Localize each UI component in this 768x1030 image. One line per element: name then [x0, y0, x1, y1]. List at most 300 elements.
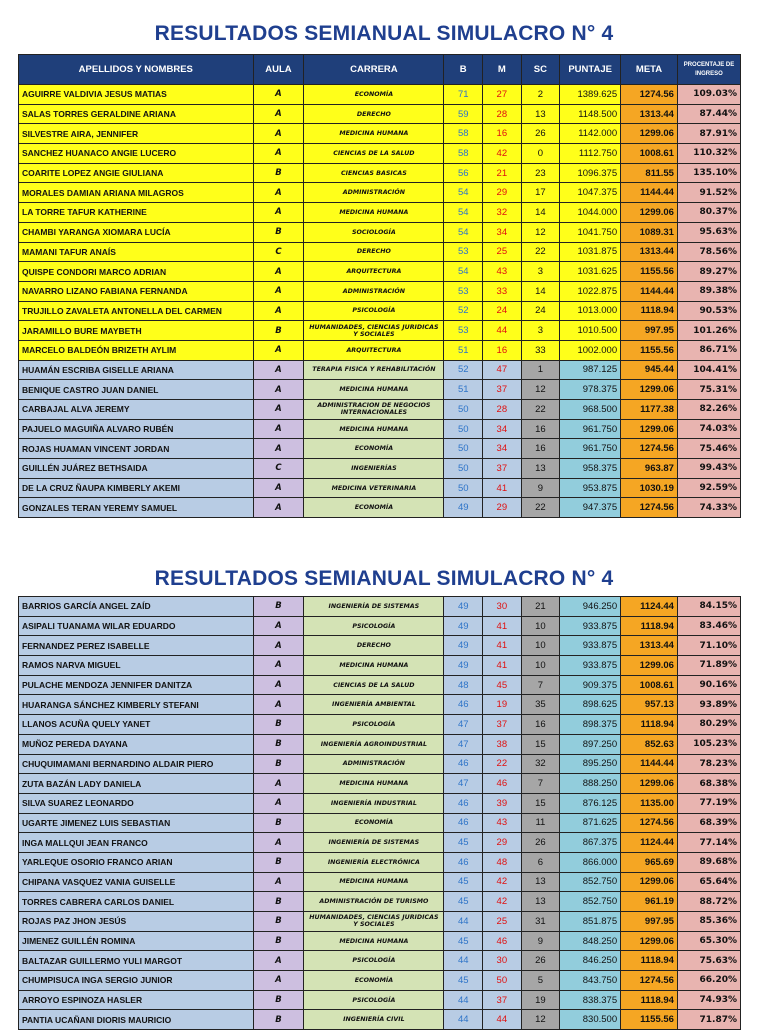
m-cell: 19	[483, 695, 522, 715]
student-name: SALAS TORRES GERALDINE ARIANA	[19, 104, 254, 124]
pct-cell: 68.39%	[677, 813, 740, 833]
sc-cell: 9	[521, 478, 560, 498]
student-name: MUÑOZ PEREDA DAYANA	[19, 734, 254, 754]
pct-cell: 65.64%	[677, 872, 740, 892]
meta-cell: 945.44	[621, 360, 678, 380]
carrera-cell: CIENCIAS DE LA SALUD	[304, 675, 444, 695]
carrera-cell: ECONOMÍA	[304, 971, 444, 991]
table-row	[19, 892, 741, 912]
student-name: PULACHE MENDOZA JENNIFER DANITZA	[19, 675, 254, 695]
pct-cell: 90.53%	[677, 301, 740, 321]
aula-cell: B	[253, 931, 304, 951]
b-cell: 46	[444, 695, 483, 715]
pct-cell: 90.16%	[677, 675, 740, 695]
aula-cell: B	[253, 1010, 304, 1030]
meta-cell: 997.95	[621, 912, 678, 932]
b-cell: 47	[444, 774, 483, 794]
student-name: ROJAS PAZ JHON JESÚS	[19, 912, 254, 932]
puntaje-cell: 838.375	[560, 990, 621, 1010]
b-cell: 45	[444, 833, 483, 853]
pct-cell: 74.93%	[677, 990, 740, 1010]
aula-cell: B	[253, 813, 304, 833]
header-pct: PROCENTAJE DE INGRESO	[677, 55, 740, 85]
b-cell: 44	[444, 990, 483, 1010]
meta-cell: 1299.06	[621, 124, 678, 144]
table-row	[19, 104, 741, 124]
pct-cell: 77.14%	[677, 833, 740, 853]
student-name: ROJAS HUAMAN VINCENT JORDAN	[19, 439, 254, 459]
meta-cell: 1155.56	[621, 340, 678, 360]
pct-cell: 109.03%	[677, 85, 740, 105]
student-name: MARCELO BALDEÓN BRIZETH AYLIM	[19, 340, 254, 360]
b-cell: 45	[444, 931, 483, 951]
aula-cell: A	[253, 656, 304, 676]
meta-cell: 965.69	[621, 852, 678, 872]
m-cell: 41	[483, 478, 522, 498]
puntaje-cell: 1022.875	[560, 281, 621, 301]
carrera-cell: HUMANIDADES, CIENCIAS JURIDICAS Y SOCIALES	[304, 912, 444, 932]
m-cell: 29	[483, 183, 522, 203]
m-cell: 21	[483, 163, 522, 183]
table-row	[19, 478, 741, 498]
sc-cell: 10	[521, 616, 560, 636]
aula-cell: A	[253, 124, 304, 144]
sc-cell: 7	[521, 774, 560, 794]
carrera-cell: TERAPIA FISICA Y REHABILITACIÓN	[304, 360, 444, 380]
carrera-cell: INGENIERÍA ELECTRÓNICA	[304, 852, 444, 872]
meta-cell: 1274.56	[621, 498, 678, 518]
student-name: SANCHEZ HUANACO ANGIE LUCERO	[19, 144, 254, 164]
table-row	[19, 597, 741, 617]
meta-cell: 1118.94	[621, 616, 678, 636]
puntaje-cell: 1041.750	[560, 222, 621, 242]
sc-cell: 16	[521, 439, 560, 459]
aula-cell: A	[253, 104, 304, 124]
m-cell: 30	[483, 597, 522, 617]
puntaje-cell: 1096.375	[560, 163, 621, 183]
meta-cell: 1008.61	[621, 675, 678, 695]
puntaje-cell: 876.125	[560, 793, 621, 813]
pct-cell: 89.68%	[677, 852, 740, 872]
sc-cell: 0	[521, 144, 560, 164]
meta-cell: 1313.44	[621, 104, 678, 124]
table-row	[19, 380, 741, 400]
m-cell: 28	[483, 400, 522, 420]
sc-cell: 11	[521, 813, 560, 833]
carrera-cell: INGENIERÍAS	[304, 459, 444, 479]
results-table-2	[18, 596, 741, 1030]
carrera-cell: MEDICINA HUMANA	[304, 124, 444, 144]
student-name: MAMANI TAFUR ANAÍS	[19, 242, 254, 262]
sc-cell: 13	[521, 892, 560, 912]
m-cell: 16	[483, 340, 522, 360]
carrera-cell: ECONOMÍA	[304, 813, 444, 833]
b-cell: 49	[444, 636, 483, 656]
table-row	[19, 498, 741, 518]
m-cell: 34	[483, 439, 522, 459]
puntaje-cell: 1031.625	[560, 262, 621, 282]
m-cell: 28	[483, 104, 522, 124]
table-row	[19, 833, 741, 853]
carrera-cell: PSICOLOGÍA	[304, 301, 444, 321]
page-title-top: RESULTADOS SEMIANUAL SIMULACRO N° 4	[154, 22, 614, 45]
meta-cell: 852.63	[621, 734, 678, 754]
m-cell: 33	[483, 281, 522, 301]
sc-cell: 6	[521, 852, 560, 872]
puntaje-cell: 1112.750	[560, 144, 621, 164]
puntaje-cell: 1031.875	[560, 242, 621, 262]
pct-cell: 71.87%	[677, 1010, 740, 1030]
carrera-cell: INGENIERÍA CIVIL	[304, 1010, 444, 1030]
table-row	[19, 774, 741, 794]
meta-cell: 1299.06	[621, 872, 678, 892]
carrera-cell: HUMANIDADES, CIENCIAS JURIDICAS Y SOCIALES	[304, 321, 444, 341]
aula-cell: A	[253, 183, 304, 203]
sc-cell: 22	[521, 400, 560, 420]
aula-cell: A	[253, 951, 304, 971]
pct-cell: 80.37%	[677, 203, 740, 223]
aula-cell: A	[253, 793, 304, 813]
meta-cell: 1155.56	[621, 262, 678, 282]
pct-cell: 87.91%	[677, 124, 740, 144]
table-row	[19, 754, 741, 774]
header-carrera: CARRERA	[304, 55, 444, 85]
student-name: DE LA CRUZ ÑAUPA KIMBERLY AKEMI	[19, 478, 254, 498]
puntaje-cell: 1002.000	[560, 340, 621, 360]
b-cell: 49	[444, 656, 483, 676]
meta-cell: 1089.31	[621, 222, 678, 242]
m-cell: 41	[483, 636, 522, 656]
aula-cell: B	[253, 734, 304, 754]
puntaje-cell: 961.750	[560, 419, 621, 439]
aula-cell: A	[253, 478, 304, 498]
m-cell: 38	[483, 734, 522, 754]
carrera-cell: PSICOLOGÍA	[304, 616, 444, 636]
puntaje-cell: 867.375	[560, 833, 621, 853]
student-name: QUISPE CONDORI MARCO ADRIAN	[19, 262, 254, 282]
sc-cell: 10	[521, 656, 560, 676]
student-name: ASIPALI TUANAMA WILAR EDUARDO	[19, 616, 254, 636]
meta-cell: 1299.06	[621, 656, 678, 676]
carrera-cell: MEDICINA VETERINARIA	[304, 478, 444, 498]
aula-cell: A	[253, 872, 304, 892]
header-name: APELLIDOS Y NOMBRES	[19, 55, 254, 85]
b-cell: 58	[444, 124, 483, 144]
student-name: INGA MALLQUI JEAN FRANCO	[19, 833, 254, 853]
m-cell: 34	[483, 222, 522, 242]
student-name: BARRIOS GARCÍA ANGEL ZAÍD	[19, 597, 254, 617]
puntaje-cell: 888.250	[560, 774, 621, 794]
student-name: SILVESTRE AIRA, JENNIFER	[19, 124, 254, 144]
table-row	[19, 360, 741, 380]
header-aula: AULA	[253, 55, 304, 85]
meta-cell: 1177.38	[621, 400, 678, 420]
student-name: CHAMBI YARANGA XIOMARA LUCÍA	[19, 222, 254, 242]
pct-cell: 77.19%	[677, 793, 740, 813]
m-cell: 43	[483, 813, 522, 833]
table-row	[19, 793, 741, 813]
student-name: UGARTE JIMENEZ LUIS SEBASTIAN	[19, 813, 254, 833]
meta-cell: 1144.44	[621, 281, 678, 301]
table-row	[19, 183, 741, 203]
meta-cell: 1124.44	[621, 597, 678, 617]
carrera-cell: PSICOLOGÍA	[304, 715, 444, 735]
sc-cell: 2	[521, 85, 560, 105]
carrera-cell: PSICOLOGÍA	[304, 990, 444, 1010]
meta-cell: 1299.06	[621, 931, 678, 951]
header-puntaje: PUNTAJE	[560, 55, 621, 85]
b-cell: 47	[444, 734, 483, 754]
sc-cell: 12	[521, 380, 560, 400]
b-cell: 49	[444, 616, 483, 636]
carrera-cell: INGENIERÍA DE SISTEMAS	[304, 833, 444, 853]
carrera-cell: ECONOMÍA	[304, 439, 444, 459]
puntaje-cell: 852.750	[560, 872, 621, 892]
table-row	[19, 695, 741, 715]
table-row	[19, 734, 741, 754]
puntaje-cell: 947.375	[560, 498, 621, 518]
sc-cell: 26	[521, 951, 560, 971]
m-cell: 44	[483, 1010, 522, 1030]
carrera-cell: SOCIOLOGÍA	[304, 222, 444, 242]
meta-cell: 1144.44	[621, 183, 678, 203]
meta-cell: 997.95	[621, 321, 678, 341]
table-row	[19, 872, 741, 892]
puntaje-cell: 871.625	[560, 813, 621, 833]
table-row	[19, 203, 741, 223]
header-meta: META	[621, 55, 678, 85]
puntaje-cell: 1010.500	[560, 321, 621, 341]
table-row	[19, 459, 741, 479]
meta-cell: 1299.06	[621, 203, 678, 223]
aula-cell: A	[253, 695, 304, 715]
aula-cell: B	[253, 990, 304, 1010]
sc-cell: 7	[521, 675, 560, 695]
results-table-1	[18, 54, 741, 518]
b-cell: 53	[444, 281, 483, 301]
sc-cell: 12	[521, 1010, 560, 1030]
puntaje-cell: 897.250	[560, 734, 621, 754]
sc-cell: 16	[521, 715, 560, 735]
sc-cell: 3	[521, 262, 560, 282]
puntaje-cell: 846.250	[560, 951, 621, 971]
m-cell: 50	[483, 971, 522, 991]
m-cell: 24	[483, 301, 522, 321]
meta-cell: 1274.56	[621, 813, 678, 833]
b-cell: 50	[444, 478, 483, 498]
header-b: B	[444, 55, 483, 85]
b-cell: 46	[444, 754, 483, 774]
carrera-cell: INGENIERÍA AGROINDUSTRIAL	[304, 734, 444, 754]
pct-cell: 68.38%	[677, 774, 740, 794]
pct-cell: 74.03%	[677, 419, 740, 439]
b-cell: 50	[444, 459, 483, 479]
student-name: NAVARRO LIZANO FABIANA FERNANDA	[19, 281, 254, 301]
aula-cell: A	[253, 971, 304, 991]
b-cell: 49	[444, 498, 483, 518]
sc-cell: 5	[521, 971, 560, 991]
table-row	[19, 124, 741, 144]
puntaje-cell: 958.375	[560, 459, 621, 479]
table-row	[19, 656, 741, 676]
aula-cell: B	[253, 222, 304, 242]
student-name: RAMOS NARVA MIGUEL	[19, 656, 254, 676]
carrera-cell: MEDICINA HUMANA	[304, 774, 444, 794]
pct-cell: 95.63%	[677, 222, 740, 242]
puntaje-cell: 987.125	[560, 360, 621, 380]
aula-cell: B	[253, 597, 304, 617]
student-name: MORALES DAMIAN ARIANA MILAGROS	[19, 183, 254, 203]
table-row	[19, 951, 741, 971]
meta-cell: 1118.94	[621, 301, 678, 321]
pct-cell: 65.30%	[677, 931, 740, 951]
sc-cell: 9	[521, 931, 560, 951]
b-cell: 45	[444, 892, 483, 912]
aula-cell: B	[253, 754, 304, 774]
aula-cell: A	[253, 360, 304, 380]
carrera-cell: ADMINISTRACIÓN	[304, 281, 444, 301]
puntaje-cell: 909.375	[560, 675, 621, 695]
sc-cell: 14	[521, 203, 560, 223]
sc-cell: 22	[521, 498, 560, 518]
meta-cell: 1274.56	[621, 85, 678, 105]
table-row	[19, 931, 741, 951]
meta-cell: 1299.06	[621, 774, 678, 794]
pct-cell: 80.29%	[677, 715, 740, 735]
sc-cell: 13	[521, 104, 560, 124]
sc-cell: 15	[521, 734, 560, 754]
pct-cell: 71.89%	[677, 656, 740, 676]
pct-cell: 82.26%	[677, 400, 740, 420]
student-name: HUARANGA SÁNCHEZ KIMBERLY STEFANI	[19, 695, 254, 715]
table-row	[19, 813, 741, 833]
meta-cell: 1124.44	[621, 833, 678, 853]
carrera-cell: PSICOLOGÍA	[304, 951, 444, 971]
sc-cell: 32	[521, 754, 560, 774]
carrera-cell: ARQUITECTURA	[304, 262, 444, 282]
meta-cell: 1299.06	[621, 380, 678, 400]
puntaje-cell: 843.750	[560, 971, 621, 991]
table-row	[19, 340, 741, 360]
m-cell: 47	[483, 360, 522, 380]
puntaje-cell: 898.375	[560, 715, 621, 735]
pct-cell: 78.23%	[677, 754, 740, 774]
pct-cell: 99.43%	[677, 459, 740, 479]
aula-cell: A	[253, 281, 304, 301]
meta-cell: 963.87	[621, 459, 678, 479]
puntaje-cell: 1047.375	[560, 183, 621, 203]
carrera-cell: ECONOMÍA	[304, 85, 444, 105]
pct-cell: 89.27%	[677, 262, 740, 282]
student-name: CHUQUIMAMANI BERNARDINO ALDAIR PIERO	[19, 754, 254, 774]
carrera-cell: ADMINISTRACIÓN	[304, 754, 444, 774]
student-name: YARLEQUE OSORIO FRANCO ARIAN	[19, 852, 254, 872]
b-cell: 71	[444, 85, 483, 105]
table-row	[19, 419, 741, 439]
student-name: HUAMÁN ESCRIBA GISELLE ARIANA	[19, 360, 254, 380]
meta-cell: 1135.00	[621, 793, 678, 813]
aula-cell: A	[253, 400, 304, 420]
m-cell: 37	[483, 380, 522, 400]
carrera-cell: MEDICINA HUMANA	[304, 656, 444, 676]
table-row	[19, 85, 741, 105]
meta-cell: 1118.94	[621, 951, 678, 971]
student-name: SILVA SUAREZ LEONARDO	[19, 793, 254, 813]
puntaje-cell: 830.500	[560, 1010, 621, 1030]
sc-cell: 26	[521, 124, 560, 144]
aula-cell: A	[253, 203, 304, 223]
aula-cell: C	[253, 459, 304, 479]
m-cell: 25	[483, 242, 522, 262]
b-cell: 44	[444, 951, 483, 971]
aula-cell: B	[253, 912, 304, 932]
puntaje-cell: 1148.500	[560, 104, 621, 124]
meta-cell: 957.13	[621, 695, 678, 715]
m-cell: 27	[483, 85, 522, 105]
b-cell: 59	[444, 104, 483, 124]
m-cell: 42	[483, 144, 522, 164]
student-name: JARAMILLO BURE MAYBETH	[19, 321, 254, 341]
b-cell: 52	[444, 301, 483, 321]
pct-cell: 91.52%	[677, 183, 740, 203]
puntaje-cell: 851.875	[560, 912, 621, 932]
carrera-cell: MEDICINA HUMANA	[304, 419, 444, 439]
table-row	[19, 439, 741, 459]
b-cell: 54	[444, 222, 483, 242]
student-name: FERNANDEZ PEREZ ISABELLE	[19, 636, 254, 656]
m-cell: 30	[483, 951, 522, 971]
student-name: CARBAJAL ALVA JEREMY	[19, 400, 254, 420]
sc-cell: 14	[521, 281, 560, 301]
student-name: PAJUELO MAGUIÑA ALVARO RUBÉN	[19, 419, 254, 439]
aula-cell: A	[253, 144, 304, 164]
aula-cell: A	[253, 439, 304, 459]
b-cell: 58	[444, 144, 483, 164]
m-cell: 46	[483, 931, 522, 951]
aula-cell: B	[253, 892, 304, 912]
pct-cell: 83.46%	[677, 616, 740, 636]
table-row	[19, 163, 741, 183]
header-m: M	[483, 55, 522, 85]
meta-cell: 1155.56	[621, 1010, 678, 1030]
carrera-cell: INGENIERÍA AMBIENTAL	[304, 695, 444, 715]
b-cell: 51	[444, 340, 483, 360]
pct-cell: 71.10%	[677, 636, 740, 656]
meta-cell: 1144.44	[621, 754, 678, 774]
b-cell: 47	[444, 715, 483, 735]
table-row	[19, 144, 741, 164]
sc-cell: 33	[521, 340, 560, 360]
carrera-cell: DERECHO	[304, 636, 444, 656]
sc-cell: 31	[521, 912, 560, 932]
aula-cell: A	[253, 380, 304, 400]
aula-cell: A	[253, 419, 304, 439]
meta-cell: 811.55	[621, 163, 678, 183]
table-row	[19, 852, 741, 872]
b-cell: 46	[444, 813, 483, 833]
student-name: BALTAZAR GUILLERMO YULI MARGOT	[19, 951, 254, 971]
pct-cell: 110.32%	[677, 144, 740, 164]
table-row	[19, 1010, 741, 1030]
page-title-bottom: RESULTADOS SEMIANUAL SIMULACRO N° 4	[154, 567, 614, 590]
student-name: CHIPANA VASQUEZ VANIA GUISELLE	[19, 872, 254, 892]
puntaje-cell: 961.750	[560, 439, 621, 459]
m-cell: 46	[483, 774, 522, 794]
b-cell: 46	[444, 793, 483, 813]
b-cell: 50	[444, 400, 483, 420]
table-row	[19, 990, 741, 1010]
aula-cell: A	[253, 301, 304, 321]
